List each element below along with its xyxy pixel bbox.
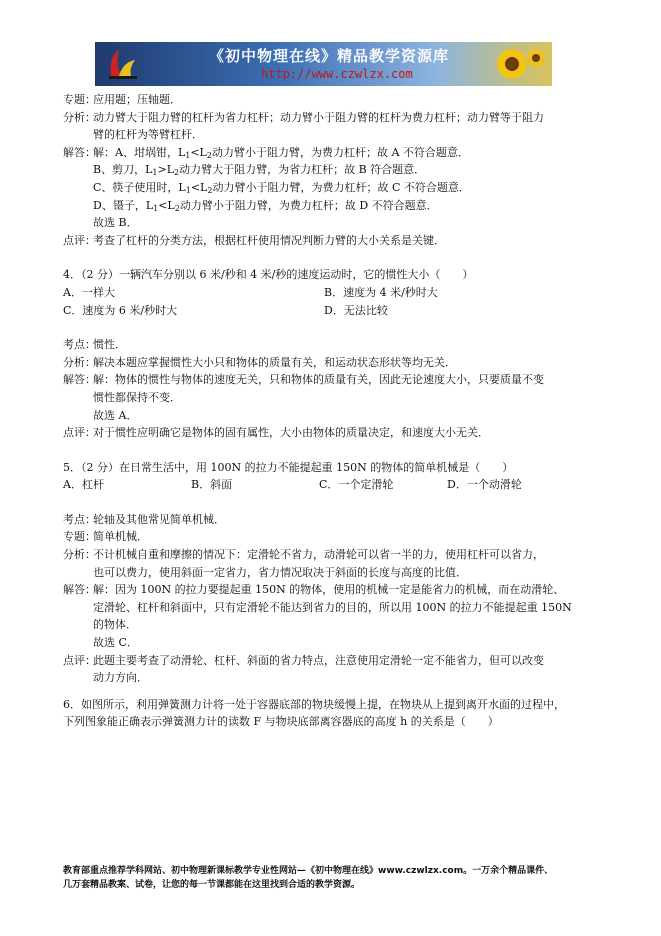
q5-answer-line-3: 的物体． — [93, 618, 137, 632]
q5-option-b: B．斜面 — [191, 478, 233, 492]
q3-analysis-row — [63, 109, 585, 127]
q3-topic-row — [63, 91, 585, 109]
q4-option-a: A．一样大 — [63, 285, 115, 299]
q4-option-c: C．速度为 6 米/秒时大 — [63, 303, 178, 317]
q4-comment: 对于惯性应明确它是物体的固有属性，大小由物体的质量决定，和速度大小无关． — [93, 426, 489, 440]
q5-point-row — [63, 511, 585, 529]
footer-line-1: 教育部重点推荐学科网站、初中物理新课标教学专业性网站—《初中物理在线》www.czwlzx.com。一万余个精品课件、 — [63, 866, 554, 876]
header-banner — [95, 42, 552, 86]
q4-answer-line-1: 解：物体的惯性与物体的速度无关，只和物体的质量有关，因此无论速度大小，只要质量不变 — [93, 373, 544, 387]
q3-answer-line-4: D、镊子，$L_1<L_2$动力臂小于阻力臂，为费力杠杆；故 D 不符合题意． — [93, 198, 438, 213]
q5-analysis-line-2: 也可以费力，使用斜面一定省力，省力情况取决于斜面的长度与高度的比值． — [93, 565, 467, 579]
q4-answer-row — [63, 371, 585, 389]
q5-point: 轮轴及其他常见简单机械． — [93, 512, 225, 526]
q5-answer-line-2: 定滑轮、杠杆和斜面中，只有定滑轮不能达到省力的目的，所以用 100N 的拉力不能提起重 150N — [93, 600, 572, 614]
q4-point-label: 考点： — [63, 338, 96, 352]
q4-options-row-1 — [63, 284, 585, 302]
q5-option-d: D．一个动滑轮 — [447, 478, 522, 492]
q5-question: 5．（2 分）在日常生活中，用 100N 的拉力不能提起重 150N 的物体的简单机械是（ ） — [63, 460, 514, 474]
q5-option-c: C．一个定滑轮 — [319, 478, 394, 492]
q6-question-line-1: 6．如图所示，利用弹簧测力计将一处于容器底部的物块缓慢上提，在物块从上提到离开水面的过程中， — [63, 697, 565, 711]
q5-comment-row — [63, 652, 585, 670]
q4-comment-row — [63, 424, 585, 442]
q5-analysis-label: 分析： — [63, 548, 96, 562]
q4-answer-line-2: 惯性都保持不变． — [93, 390, 181, 404]
logo-icon — [105, 46, 141, 82]
q4-analysis-label: 分析： — [63, 355, 96, 369]
q5-comment-line-2: 动力方向． — [93, 671, 148, 685]
banner-url: http://www.czwlzx.com — [261, 67, 413, 81]
q5-answer-label: 解答： — [63, 583, 96, 597]
q3-answer-line-3: C、筷子使用时，$L_1<L_2$动力臂小于阻力臂，为费力杠杆；故 C 不符合题意． — [93, 180, 470, 195]
page-footer — [63, 864, 603, 892]
footer-line-2: 几万套精品教案、试卷，让您的每一节课都能在这里找到合适的教学资源。 — [63, 880, 361, 890]
q3-analysis-line-1: 动力臂大于阻力臂的杠杆为省力杠杆；动力臂小于阻力臂的杠杆为费力杠杆；动力臂等于阻力 — [93, 110, 544, 124]
q5-options-row — [63, 476, 585, 494]
q3-answer-line-5: 故选 B． — [93, 216, 138, 230]
q5-analysis-row — [63, 546, 585, 564]
q6-question-line-2: 下列图象能正确表示弹簧测力计的读数 F 与物块底部离容器底的高度 h 的关系是（ ） — [63, 715, 499, 729]
q5-point-label: 考点： — [63, 512, 96, 526]
q5-analysis-line-1: 不计机械自重和摩擦的情况下：定滑轮不省力，动滑轮可以省一半的力，使用杠杆可以省力， — [93, 548, 544, 562]
q4-analysis: 解决本题应掌握惯性大小只和物体的质量有关，和运动状态形状等均无关． — [93, 355, 456, 369]
q3-answer-line-2: B、剪刀，$L_1>L_2$动力臂大于阻力臂，为省力杠杆；故 B 符合题意． — [93, 163, 426, 178]
banner-title: 《初中物理在线》精品教学资源库 — [209, 47, 450, 65]
q4-option-b: B．速度为 4 米/秒时大 — [324, 285, 438, 299]
q4-answer-line-3: 故选 A． — [93, 408, 138, 422]
q3-comment-label: 点评： — [63, 233, 96, 247]
q3-comment: 考查了杠杆的分类方法，根据杠杆使用情况判断力臂的大小关系是关键． — [93, 233, 445, 247]
q5-topic-row — [63, 528, 585, 546]
q5-comment-line-1: 此题主要考查了动滑轮、杠杆、斜面的省力特点，注意使用定滑轮一定不能省力，但可以改变 — [93, 653, 544, 667]
q5-answer-line-1: 解：因为 100N 的拉力要提起重 150N 的物体，使用的机械一定是能省力的机械，而在动滑轮、 — [93, 583, 565, 597]
q4-question: 4．（2 分）一辆汽车分别以 6 米/秒和 4 米/秒的速度运动时，它的惯性大小（ ） — [63, 268, 474, 282]
q3-topic: 应用题；压轴题． — [93, 93, 181, 106]
q4-answer-label: 解答： — [63, 373, 96, 387]
q4-analysis-row — [63, 354, 585, 372]
q4-point-row — [63, 336, 585, 354]
document-body — [63, 91, 585, 731]
q3-analysis-line-2: 臂的杠杆为等臂杠杆． — [93, 128, 203, 142]
q5-option-a: A．杠杆 — [63, 478, 104, 492]
q3-topic-label: 专题： — [63, 93, 96, 106]
q3-analysis-label: 分析： — [63, 110, 96, 124]
q3-answer-label: 解答： — [63, 145, 96, 159]
q4-options-row-2 — [63, 302, 585, 320]
q3-comment-row — [63, 232, 585, 250]
q3-answer-line-1: 解：A、坩埚钳，$L_1<L_2$动力臂小于阻力臂，为费力杠杆；故 A 不符合题意． — [93, 145, 469, 160]
q5-topic: 简单机械． — [93, 530, 148, 544]
q5-comment-label: 点评： — [63, 653, 96, 667]
q4-option-d: D．无法比较 — [324, 303, 388, 317]
q3-answer-row — [63, 144, 585, 162]
sunflower-icon — [492, 44, 546, 84]
q4-comment-label: 点评： — [63, 426, 96, 440]
q4-point: 惯性． — [93, 338, 126, 352]
q5-topic-label: 专题： — [63, 530, 96, 544]
q5-answer-row — [63, 581, 585, 599]
q5-answer-line-4: 故选 C． — [93, 636, 138, 650]
